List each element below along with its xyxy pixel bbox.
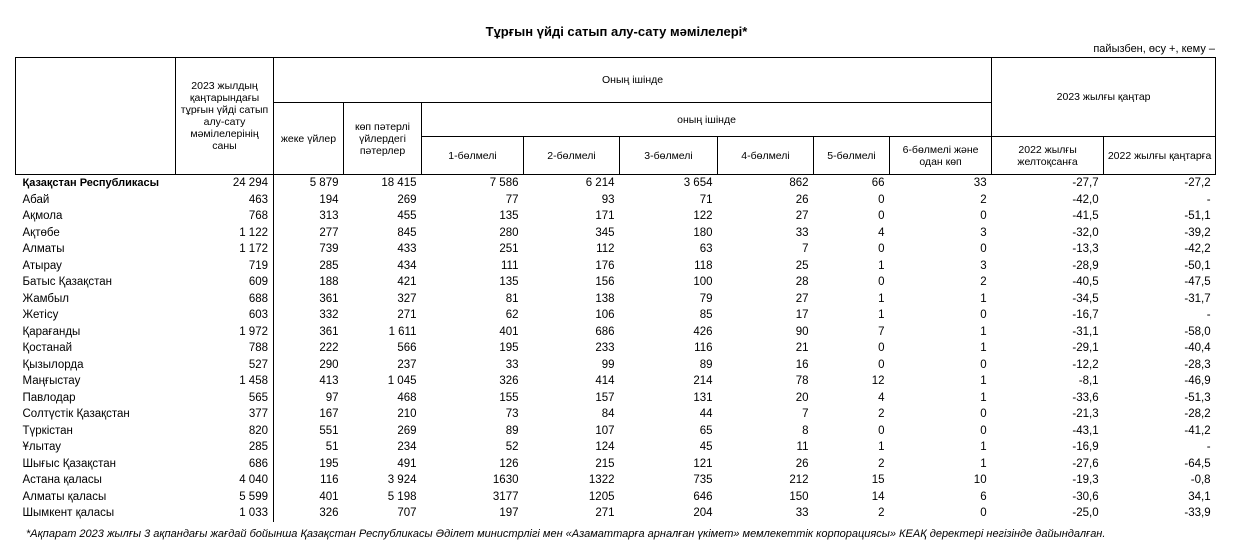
room-5-cell: 4: [878, 226, 885, 239]
room-5-cell: 0: [878, 424, 885, 437]
houses-cell: 361: [319, 325, 339, 338]
room-4-header: 4-бөлмелі: [718, 137, 814, 175]
vs-dec-2022-cell: -30,6: [1072, 490, 1099, 503]
room-4-cell: 90: [795, 325, 809, 338]
room-1-cell: 7 586: [489, 177, 519, 189]
room-2-cell: 112: [596, 243, 615, 255]
table-row: [16, 489, 1216, 506]
total-cell: 377: [176, 406, 274, 423]
vs-dec-2022-cell: -32,0: [1072, 226, 1099, 239]
room-2-cell: 99: [601, 358, 615, 371]
room-3-cell: 79: [699, 292, 713, 305]
apartments-cell: 1 611: [388, 325, 417, 338]
table-row: [16, 291, 1216, 308]
total-cell: 609: [176, 274, 274, 291]
room-5-cell: 1: [878, 441, 885, 453]
room-2-cell: 93: [601, 193, 615, 206]
region-cell: Маңғыстау: [22, 375, 81, 387]
apartments-cell: 269: [397, 424, 417, 437]
room-2-cell: 157: [595, 391, 615, 404]
table-row: [16, 340, 1216, 357]
region-cell: Түркістан: [22, 424, 73, 437]
vs-jan-2022-cell: -31,7: [1184, 292, 1211, 305]
room-2-cell: 106: [595, 309, 615, 321]
room-2-header: 2-бөлмелі: [524, 137, 620, 175]
total-cell: 788: [176, 340, 274, 357]
room-4-cell: 11: [796, 441, 809, 453]
room-3-header: 3-бөлмелі: [620, 137, 718, 175]
total-cell: 24 294: [176, 175, 274, 192]
room-1-cell: 3177: [492, 490, 519, 503]
region-cell: Ақмола: [22, 210, 63, 222]
vs-jan-2022-cell: -50,1: [1184, 259, 1211, 272]
total-cell: 1 033: [176, 505, 274, 522]
room-6-plus-cell: 0: [980, 507, 987, 519]
vs-jan-2022-cell: -: [1206, 193, 1211, 206]
room-6-plus-cell: 1: [980, 441, 987, 453]
houses-cell: 361: [319, 292, 339, 305]
table-row: [16, 307, 1216, 324]
vs-dec-2022-cell: -43,1: [1072, 424, 1099, 437]
room-4-cell: 16: [795, 358, 809, 371]
room-1-cell: 326: [499, 375, 519, 387]
vs-dec-2022-cell: -13,3: [1072, 243, 1099, 255]
total-deals-header: 2023 жылдың қаңтарындағы тұрғын үйді сатып алу-сату мәмілелерінің саны: [176, 58, 274, 175]
unit-note: пайызбен, өсу +, кему –: [1093, 43, 1215, 55]
room-4-cell: 21: [795, 342, 809, 354]
room-6-plus-cell: 1: [980, 391, 987, 404]
room-6-plus-cell: 33: [973, 177, 987, 189]
vs-dec-2022-cell: -40,5: [1072, 276, 1099, 288]
houses-cell: 97: [325, 391, 339, 404]
houses-cell: 222: [319, 342, 339, 354]
room-2-cell: 345: [595, 226, 615, 239]
houses-cell: 285: [319, 259, 339, 272]
apartments-cell: 468: [397, 391, 417, 404]
room-2-cell: 171: [595, 210, 615, 222]
total-cell: 1 458: [176, 373, 274, 390]
room-1-cell: 1630: [492, 474, 519, 486]
apartments-cell: 234: [397, 441, 417, 453]
room-5-cell: 0: [878, 193, 885, 206]
vs-jan-2022-cell: -: [1206, 309, 1211, 321]
room-2-cell: 107: [595, 424, 615, 437]
room-4-cell: 26: [795, 457, 809, 470]
room-5-cell: 7: [878, 325, 885, 338]
vs-jan-2022-cell: -51,3: [1184, 391, 1211, 404]
vs-jan-2022-cell: -28,2: [1184, 408, 1211, 420]
room-3-cell: 204: [693, 507, 713, 519]
table-row: [16, 192, 1216, 209]
table-body: [16, 175, 1216, 522]
room-2-cell: 215: [595, 457, 615, 470]
housing-deals-table: [15, 57, 1216, 522]
total-cell: 1 172: [176, 241, 274, 258]
apartments-cell: 5 198: [387, 490, 417, 503]
table-row: [16, 274, 1216, 291]
room-3-cell: 214: [693, 375, 713, 387]
room-3-cell: 116: [694, 342, 713, 354]
apartments-cell: 434: [397, 259, 417, 272]
houses-cell: 551: [319, 424, 339, 437]
vs-dec-2022-cell: -31,1: [1072, 325, 1099, 338]
room-3-cell: 646: [693, 490, 713, 503]
apartments-cell: 845: [397, 226, 417, 239]
apartments-cell: 237: [397, 358, 417, 371]
houses-cell: 332: [319, 309, 339, 321]
room-6-plus-cell: 0: [980, 210, 987, 222]
room-1-cell: 126: [499, 457, 519, 470]
room-1-cell: 73: [505, 408, 519, 420]
room-2-cell: 1322: [588, 474, 615, 486]
room-4-cell: 78: [795, 375, 809, 387]
table-row: [16, 505, 1216, 522]
room-2-cell: 1205: [588, 490, 615, 503]
room-4-cell: 27: [795, 292, 809, 305]
room-4-cell: 33: [795, 226, 809, 239]
room-4-cell: 20: [795, 391, 809, 404]
houses-cell: 194: [319, 193, 339, 206]
vs-jan-2022-cell: -41,2: [1184, 424, 1211, 437]
room-3-cell: 122: [693, 210, 713, 222]
region-cell: Қарағанды: [22, 325, 81, 338]
region-header: [16, 58, 176, 175]
apartments-cell: 327: [397, 292, 417, 305]
region-cell: Алматы қаласы: [22, 490, 107, 503]
houses-cell: 326: [319, 507, 339, 519]
room-5-cell: 0: [878, 243, 885, 255]
room-1-cell: 33: [505, 358, 519, 371]
room-3-cell: 426: [693, 325, 713, 338]
room-6-plus-cell: 2: [980, 276, 987, 288]
room-5-header: 5-бөлмелі: [814, 137, 890, 175]
room-5-cell: 0: [878, 210, 885, 222]
total-cell: 1 122: [176, 225, 274, 242]
vs-dec-2022-cell: -8,1: [1078, 375, 1099, 387]
total-cell: 5 599: [176, 489, 274, 506]
room-5-cell: 2: [878, 408, 885, 420]
room-6-plus-cell: 6: [980, 490, 987, 503]
room-2-cell: 156: [595, 276, 615, 288]
room-5-cell: 0: [878, 276, 885, 288]
region-cell: Шығыс Қазақстан: [22, 457, 117, 470]
vs-jan-2022-header: 2022 жылғы қаңтарға: [1104, 137, 1216, 175]
houses-cell: 739: [319, 243, 339, 255]
apartments-cell: 3 924: [387, 474, 417, 486]
vs-dec-2022-cell: -16,9: [1072, 441, 1099, 453]
room-1-header: 1-бөлмелі: [422, 137, 524, 175]
room-3-cell: 89: [699, 358, 713, 371]
room-2-cell: 271: [595, 507, 615, 519]
vs-jan-2022-cell: -0,8: [1190, 474, 1211, 486]
vs-jan-2022-cell: -33,9: [1184, 507, 1211, 519]
vs-jan-2022-cell: -51,1: [1184, 210, 1211, 222]
room-1-cell: 135: [499, 276, 519, 288]
region-cell: Батыс Қазақстан: [22, 276, 112, 288]
vs-jan-2022-cell: -27,2: [1184, 177, 1211, 189]
table-row: [16, 373, 1216, 390]
room-3-cell: 85: [699, 309, 713, 321]
total-cell: 565: [176, 390, 274, 407]
total-cell: 820: [176, 423, 274, 440]
table-row: [16, 472, 1216, 489]
room-1-cell: 81: [505, 292, 519, 305]
houses-cell: 195: [319, 457, 339, 470]
room-6-plus-cell: 0: [980, 243, 987, 255]
vs-jan-2022-cell: -28,3: [1184, 358, 1211, 371]
room-5-cell: 15: [871, 474, 885, 486]
room-1-cell: 197: [499, 507, 519, 519]
vs-jan-2022-cell: -39,2: [1184, 226, 1211, 239]
table-row: [16, 357, 1216, 374]
apartments-cell: 210: [397, 408, 417, 420]
room-6-plus-cell: 1: [980, 375, 987, 387]
room-2-cell: 124: [595, 441, 615, 453]
total-cell: 285: [176, 439, 274, 456]
room-3-cell: 45: [699, 441, 713, 453]
vs-dec-2022-cell: -25,0: [1072, 507, 1099, 519]
room-3-cell: 121: [693, 457, 713, 470]
room-1-cell: 401: [499, 325, 519, 338]
room-4-cell: 27: [795, 210, 809, 222]
private-houses-header: жеке үйлер: [274, 103, 344, 175]
room-2-cell: 138: [595, 292, 615, 305]
room-5-cell: 1: [878, 309, 885, 321]
apartments-cell: 271: [397, 309, 417, 321]
room-1-cell: 155: [499, 391, 519, 404]
region-cell: Ақтөбе: [22, 226, 60, 239]
page-title: Тұрғын үйді сатып алу-сату мәмілелері*: [485, 24, 748, 39]
vs-jan-2022-cell: -58,0: [1184, 325, 1211, 338]
room-4-cell: 25: [795, 259, 809, 272]
apartments-cell: 18 415: [381, 177, 417, 189]
region-cell: Солтүстік Қазақстан: [22, 408, 130, 420]
houses-cell: 290: [319, 358, 339, 371]
houses-cell: 188: [319, 276, 339, 288]
room-5-cell: 4: [878, 391, 885, 404]
room-6-plus-cell: 0: [980, 408, 987, 420]
total-cell: 603: [176, 307, 274, 324]
vs-dec-2022-cell: -42,0: [1072, 193, 1099, 206]
room-1-cell: 195: [499, 342, 519, 354]
apartments-cell: 707: [397, 507, 417, 519]
room-6-plus-cell: 3: [980, 259, 987, 272]
apartments-header: көп пәтерлі үйлердегі пәтерлер: [344, 103, 422, 175]
table-row: [16, 423, 1216, 440]
room-2-cell: 233: [595, 342, 615, 354]
room-3-cell: 63: [699, 243, 713, 255]
room-2-cell: 84: [601, 408, 615, 420]
table-row: [16, 241, 1216, 258]
room-1-cell: 111: [501, 259, 519, 272]
vs-dec-2022-cell: -34,5: [1072, 292, 1099, 305]
houses-cell: 277: [319, 226, 339, 239]
total-row: [16, 175, 1216, 192]
apartments-cell: 491: [397, 457, 417, 470]
region-cell: Павлодар: [22, 391, 76, 404]
vs-dec-2022-cell: -27,6: [1072, 457, 1099, 470]
room-1-cell: 89: [505, 424, 519, 437]
houses-cell: 116: [320, 474, 339, 486]
total-cell: 688: [176, 291, 274, 308]
houses-cell: 401: [319, 490, 339, 503]
room-5-cell: 2: [878, 507, 885, 519]
room-3-cell: 180: [693, 226, 713, 239]
total-cell: 768: [176, 208, 274, 225]
apartments-cell: 433: [397, 243, 417, 255]
total-cell: 463: [176, 192, 274, 209]
room-4-cell: 7: [802, 243, 809, 255]
room-4-cell: 862: [789, 177, 809, 189]
room-3-cell: 44: [699, 408, 713, 420]
houses-cell: 5 879: [309, 177, 339, 189]
room-4-cell: 28: [795, 276, 809, 288]
region-cell: Қазақстан Республикасы: [22, 177, 160, 189]
jan-2023-header: 2023 жылғы қаңтар: [992, 58, 1216, 137]
room-5-cell: 1: [878, 292, 885, 305]
region-cell: Шымкент қаласы: [22, 507, 115, 519]
of-which-sub-header: оның ішінде: [422, 103, 992, 137]
room-4-cell: 26: [795, 193, 809, 206]
room-4-cell: 33: [795, 507, 809, 519]
room-1-cell: 77: [505, 193, 519, 206]
vs-dec-2022-cell: -21,3: [1072, 408, 1099, 420]
total-cell: 1 972: [176, 324, 274, 341]
room-5-cell: 0: [878, 358, 885, 371]
vs-jan-2022-cell: 34,1: [1188, 490, 1211, 503]
houses-cell: 313: [319, 210, 339, 222]
room-6-plus-cell: 2: [980, 193, 987, 206]
room-2-cell: 176: [595, 259, 615, 272]
table-row: [16, 208, 1216, 225]
vs-dec-2022-cell: -28,9: [1072, 259, 1099, 272]
total-cell: 686: [176, 456, 274, 473]
room-4-cell: 17: [795, 309, 809, 321]
vs-jan-2022-cell: -40,4: [1184, 342, 1211, 354]
region-cell: Жетісу: [22, 309, 59, 321]
room-1-cell: 251: [499, 243, 519, 255]
room-6-plus-cell: 1: [980, 292, 987, 305]
room-1-cell: 280: [499, 226, 519, 239]
footnote: *Ақпарат 2023 жылғы 3 ақпандағы жағдай бойынша Қазақстан Республикасы Әділет министрлігі мен «Азаматтарға арналған үкімет» мемлекеттік корпорациясы» КЕАҚ деректері негізінде дайындалған.: [26, 528, 1106, 540]
apartments-cell: 421: [397, 276, 417, 288]
room-6-plus-cell: 0: [980, 309, 987, 321]
region-cell: Қызылорда: [22, 358, 84, 371]
vs-jan-2022-cell: -42,2: [1184, 243, 1211, 255]
houses-cell: 413: [319, 375, 339, 387]
total-cell: 719: [176, 258, 274, 275]
region-cell: Атырау: [22, 259, 62, 272]
room-3-cell: 100: [693, 276, 713, 288]
room-3-cell: 735: [693, 474, 713, 486]
room-1-cell: 135: [499, 210, 519, 222]
room-3-cell: 65: [699, 424, 713, 437]
room-5-cell: 14: [871, 490, 885, 503]
total-cell: 527: [176, 357, 274, 374]
vs-jan-2022-cell: -46,9: [1184, 375, 1211, 387]
vs-dec-2022-cell: -16,7: [1072, 309, 1099, 321]
vs-dec-2022-cell: -27,7: [1072, 177, 1099, 189]
room-5-cell: 1: [878, 259, 885, 272]
region-cell: Ұлытау: [22, 441, 62, 453]
room-2-cell: 414: [595, 375, 615, 387]
vs-dec-2022-header: 2022 жылғы желтоқсанға: [992, 137, 1104, 175]
vs-dec-2022-cell: -41,5: [1072, 210, 1099, 222]
room-4-cell: 150: [789, 490, 809, 503]
region-cell: Абай: [22, 193, 50, 206]
room-3-cell: 3 654: [683, 177, 713, 189]
table-row: [16, 225, 1216, 242]
room-2-cell: 686: [595, 325, 615, 338]
table-row: [16, 324, 1216, 341]
room-6-plus-cell: 10: [973, 474, 987, 486]
room-6-plus-cell: 0: [980, 424, 987, 437]
room-6-plus-cell: 1: [980, 325, 987, 338]
vs-jan-2022-cell: -64,5: [1184, 457, 1211, 470]
table-row: [16, 406, 1216, 423]
apartments-cell: 455: [397, 210, 417, 222]
region-cell: Жамбыл: [22, 292, 69, 305]
region-cell: Қостанай: [22, 342, 73, 354]
houses-cell: 51: [325, 441, 339, 453]
apartments-cell: 1 045: [387, 375, 417, 387]
room-3-cell: 131: [693, 391, 713, 404]
room-4-cell: 7: [802, 408, 809, 420]
room-6-plus-cell: 0: [980, 358, 987, 371]
table-row: [16, 390, 1216, 407]
room-5-cell: 12: [871, 375, 885, 387]
table-row: [16, 439, 1216, 456]
room-6-plus-cell: 3: [980, 226, 987, 239]
table-row: [16, 258, 1216, 275]
vs-dec-2022-cell: -12,2: [1072, 358, 1099, 371]
room-3-cell: 71: [699, 193, 713, 206]
room-4-cell: 8: [802, 424, 809, 437]
table-row: [16, 456, 1216, 473]
vs-jan-2022-cell: -47,5: [1184, 276, 1211, 288]
vs-dec-2022-cell: -19,3: [1072, 474, 1099, 486]
total-cell: 4 040: [176, 472, 274, 489]
room-6-plus-cell: 1: [980, 342, 987, 354]
region-cell: Алматы: [22, 243, 65, 255]
room-6-plus-cell: 1: [980, 457, 987, 470]
apartments-cell: 269: [397, 193, 417, 206]
room-2-cell: 6 214: [585, 177, 615, 189]
region-cell: Астана қаласы: [22, 474, 102, 486]
of-which-header: Оның ішінде: [274, 58, 992, 103]
room-5-cell: 66: [871, 177, 885, 189]
vs-dec-2022-cell: -33,6: [1072, 391, 1099, 404]
room-4-cell: 212: [789, 474, 809, 486]
room-1-cell: 62: [505, 309, 519, 321]
room-6-plus-header: 6-бөлмелі және одан көп: [890, 137, 992, 175]
room-3-cell: 118: [694, 259, 713, 272]
vs-jan-2022-cell: -: [1206, 441, 1211, 453]
room-5-cell: 0: [878, 342, 885, 354]
houses-cell: 167: [319, 408, 339, 420]
vs-dec-2022-cell: -29,1: [1072, 342, 1099, 354]
apartments-cell: 566: [397, 342, 417, 354]
room-1-cell: 52: [505, 441, 519, 453]
room-5-cell: 2: [878, 457, 885, 470]
